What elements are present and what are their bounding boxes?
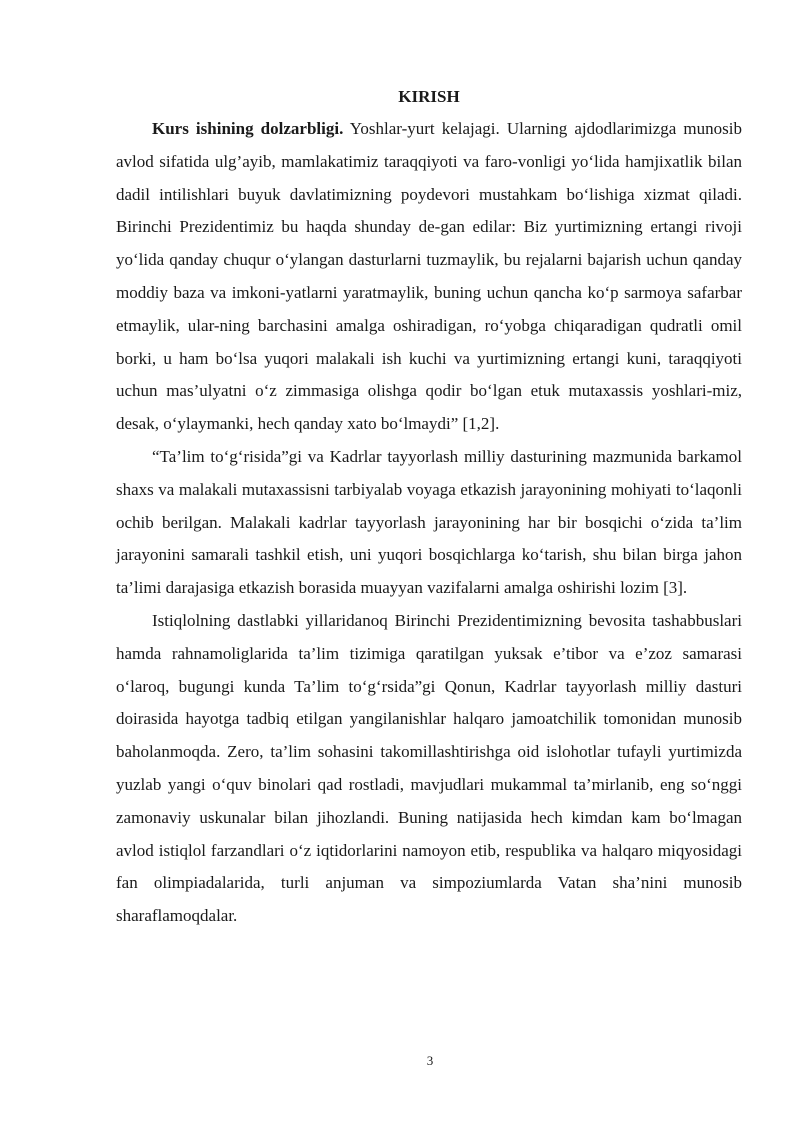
page-number: 3 (426, 1053, 434, 1068)
document-page (116, 84, 742, 933)
paragraph-text: Yoshlar-yurt kelajagi. Ularning ajdodlarimizga munosib avlod sifatida ulg’ayib, mamlakatimiz taraqqiyoti va faro-vonligi yo‘lida hamjixatlik bilan dadil intilishlari buyuk davlatimizning poydevori mustahkam bo‘lishiga xizmat qiladi. Birinchi Prezidentimiz bu haqda shunday de-gan edilar: Biz yurtimizning ertangi rivoji yo‘lida qanday chuqur o‘ylangan dasturlarni tuzmaylik, bu rejalarni bajarish uchun qanday moddiy baza va imkoni-yatlarni yaratmaylik, buning uchun qancha ko‘p sarmoya safarbar etmaylik, ular-ning barchasini amalga oshiradigan, ro‘yobga chiqaradigan qudratli omil borki, u ham bo‘lsa yuqori malakali ish kuchi va yurtimizning ertangi kuni, taraqqiyoti uchun mas’ulyatni o‘z zimmasiga olishga qodir bo‘lgan etuk mutaxassis yoshlari-miz, desak, o‘ylaymanki, hech qanday xato bo‘lmaydi” [1,2]. (116, 119, 742, 434)
section-heading: KIRISH (398, 87, 460, 106)
paragraph-relevance (116, 113, 742, 441)
paragraph-independence: Istiqlolning dastlabki yillaridanoq Birinchi Prezidentimizning bevosita tashabbuslari hamda rahnamoliglarida ta’lim tizimiga qaratilgan yuksak e’tibor va e’zoz samarasi o‘laroq, bugungi kunda Ta’lim to‘g‘rsida”gi Qonun, Kadrlar tayyorlash milliy dasturi doirasida hayotga tadbiq etilgan yangilanishlar halqaro jamoatchilik tomonidan munosib baholanmoqda. Zero, ta’lim sohasini takomillashtirishga oid islohotlar tufayli yurtimizda yuzlab yangi o‘quv binolari qad rostladi, mavjudlari mukammal ta’mirlanib, eng so‘nggi zamonaviy uskunalar bilan jihozlandi. Buning natijasida hech kimdan kam bo‘lmagan avlod istiqlol farzandlari o‘z iqtidorlarini namoyon etib, respublika va halqaro miqyosidagi fan olimpiadalarida, turli anjuman va simpoziumlarda Vatan sha’nini munosib sharaflamoqdalar. (116, 610, 742, 926)
paragraph-education-law: “Ta’lim to‘g‘risida”gi va Kadrlar tayyorlash milliy dasturining mazmunida barkamol shaxs va malakali mutaxassisni tarbiyalab voyaga etkazish jarayonining mohiyati to‘laqonli ochib berilgan. Malakali kadrlar tayyorlash jarayonining har bir bosqichi o‘zida ta’lim jarayonini samarali tashkil etish, uni yuqori bosqichlarga ko‘tarish, shu bilan birga jahon ta’limi darajasiga etkazish borasida muayyan vazifalarni amalga oshirishi lozim [3]. (116, 446, 742, 598)
paragraph-lead: Kurs ishining dolzarbligi. (152, 119, 344, 138)
